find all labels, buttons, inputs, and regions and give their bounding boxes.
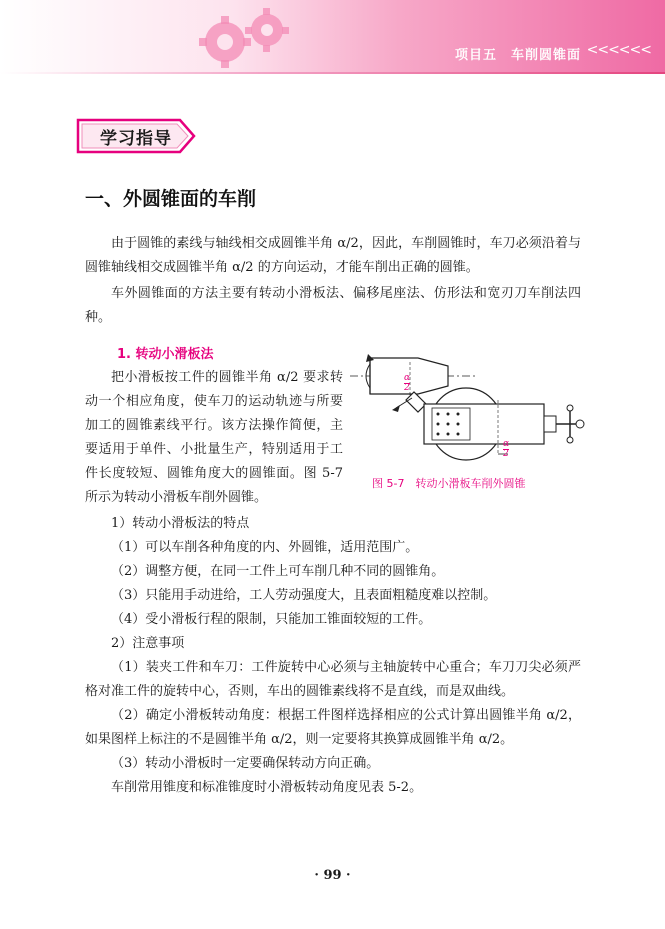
- method-title: 1. 转动小滑板法: [117, 347, 214, 362]
- paragraph: 车削常用锥度和标准锥度时小滑板转动角度见表 5-2。: [111, 780, 423, 795]
- page-header: [0, 0, 665, 72]
- paragraph: 由于圆锥的素线与轴线相交成圆锥半角 α/2，因此，车削圆锥时，车刀必须沿着与圆锥轴线相交成圆锥半角 α/2 的方向运动，才能车削出正确的圆锥。: [85, 236, 581, 275]
- list-item: （3）只能用手动进给，工人劳动强度大，且表面粗糙度难以控制。: [111, 588, 497, 603]
- chevron-decoration-icon: <<<<<<: [586, 42, 651, 58]
- intro-text: [85, 232, 581, 330]
- paragraph: 把小滑板按工件的圆锥半角 α/2 要求转动一个相应角度，使车刀的运动轨迹与所要加工的圆锥素线平行。该方法操作简便，主要适用于单件、小批量生产，特别适用于工件长度较短、圆锥角度大的圆锥面。图 5-7 所示为转动小滑板车削外圆锥。: [85, 370, 343, 505]
- list-item: （1）可以车削各种角度的内、外圆锥，适用范围广。: [111, 540, 419, 555]
- list-item: （1）装夹工件和车刀：工件旋转中心必须与主轴旋转中心重合；车刀刀尖必须严格对准工件的旋转中心，否则，车出的圆锥素线将不是直线，而是双曲线。: [85, 660, 581, 699]
- features-heading: 1）转动小滑板法的特点: [111, 516, 250, 531]
- list-item: （2）确定小滑板转动角度：根据工件图样选择相应的公式计算出圆锥半角 α/2，如果图样上标注的不是圆锥半角 α/2，则一定要将其换算成圆锥半角 α/2。: [85, 708, 581, 747]
- list-item: （4）受小滑板行程的限制，只能加工锥面较短的工件。: [111, 612, 432, 627]
- lathe-diagram: [348, 350, 586, 462]
- notes-heading: 2）注意事项: [111, 636, 185, 651]
- gears-decoration-icon: [185, 0, 305, 72]
- chapter-title: 项目五 车削圆锥面: [454, 48, 581, 63]
- list-item: （3）转动小滑板时一定要确保转动方向正确。: [111, 756, 380, 771]
- figure-caption: 图 5-7 转动小滑板车削外圆锥: [372, 477, 526, 490]
- angle-label: α 2: [503, 439, 510, 459]
- method-details: [85, 512, 581, 800]
- angle-label: α 2: [404, 373, 411, 393]
- list-item: （2）调整方便，在同一工件上可车削几种不同的圆锥角。: [111, 564, 445, 579]
- section-title: 一、外圆锥面的车削: [85, 188, 257, 210]
- method-intro: [85, 366, 343, 510]
- paragraph: 车外圆锥面的方法主要有转动小滑板法、偏移尾座法、仿形法和宽刃刀车削法四种。: [85, 286, 581, 325]
- header-divider: [0, 72, 665, 74]
- study-guide-label: 学习指导: [100, 129, 172, 149]
- page-number: · 99 ·: [314, 868, 351, 883]
